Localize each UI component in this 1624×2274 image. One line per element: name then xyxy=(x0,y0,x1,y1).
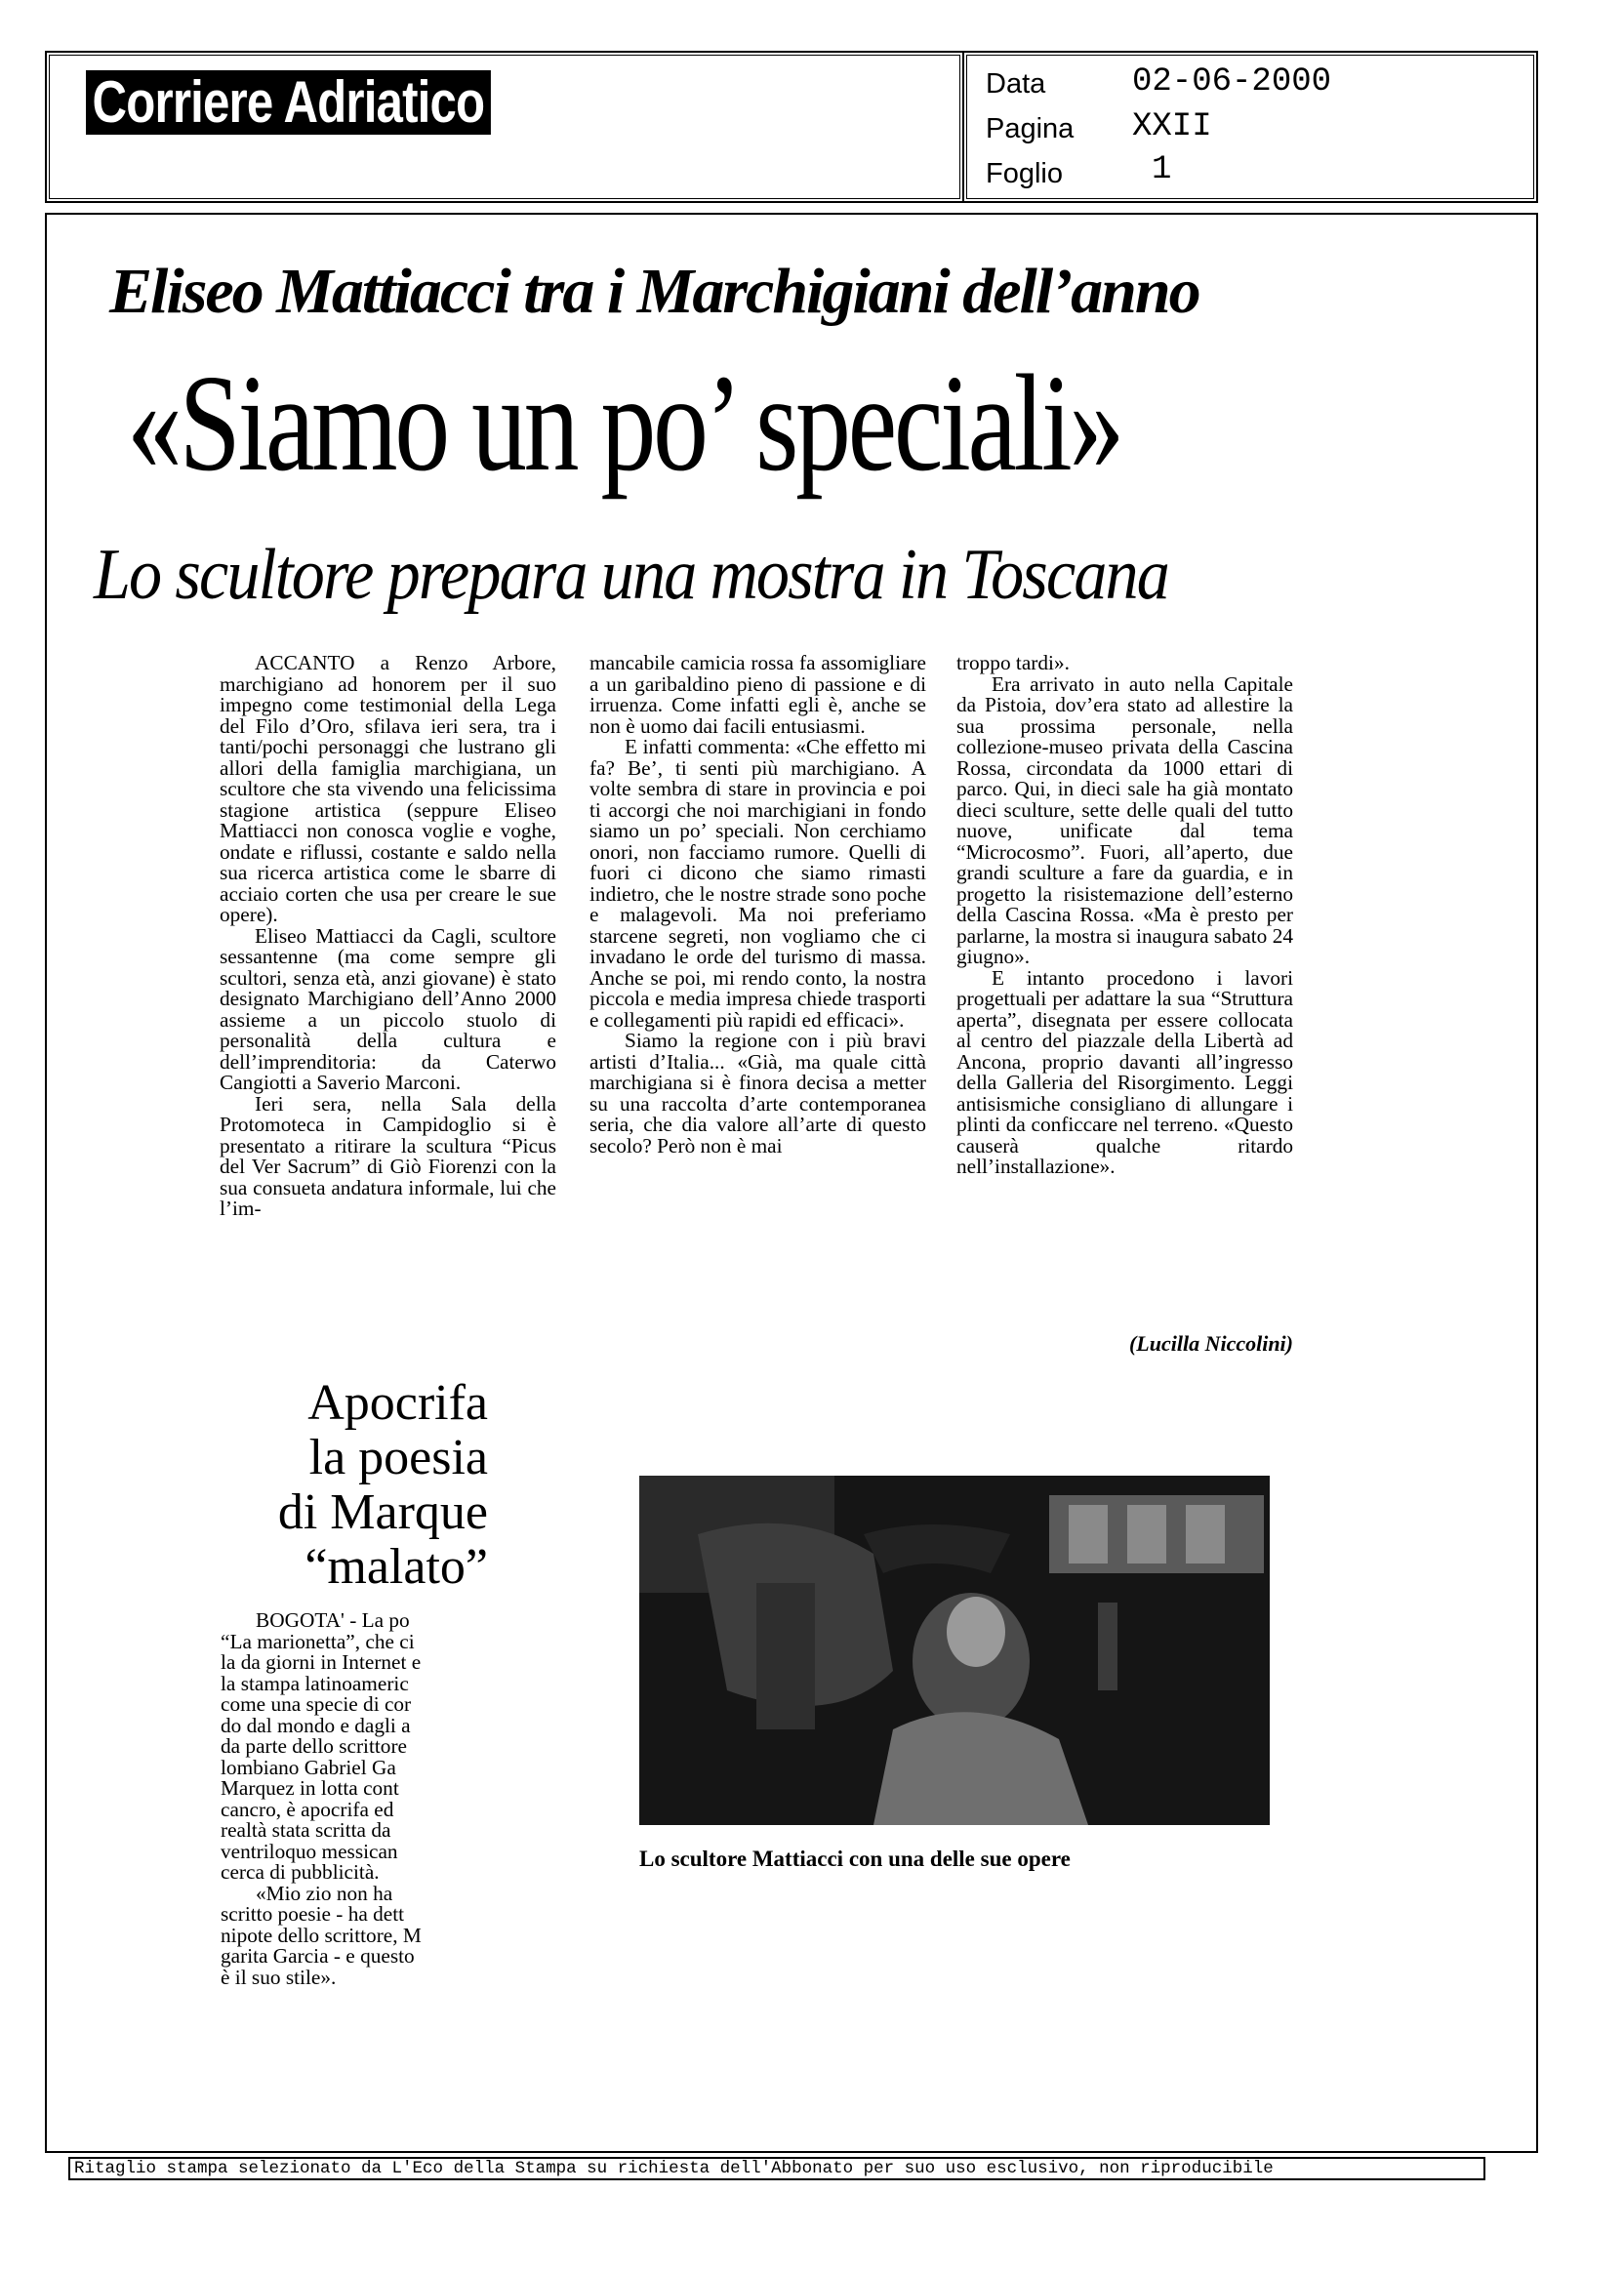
sidebar-headline: Apocrifa la poesia di Marque “malato” xyxy=(277,1376,488,1595)
foglio-label: Foglio xyxy=(986,158,1063,189)
data-label: Data xyxy=(986,68,1046,100)
article-column-2 xyxy=(589,653,926,1356)
article-paragraph: Eliseo Mattiacci da Cagli, scultore sessantenne (ma come sempre gli scultori, senza età, anzi giovane) è stato designato Marchigiano dell’Anno 2000 assieme a un piccolo stuolo di personalità della cultura e dell’imprenditoria: da Caterwo Cangiotti a Saverio Marconi. xyxy=(220,923,556,1094)
article-paragraph: E infatti commenta: «Che effetto mi fa? Be’, ti senti più marchigiano. A volte sembra di stare in provincia e poi ti accorgi che noi marchigiani in fondo siamo un po’ speciali. Non cerchiamo onori, non facciamo rumore. Quelli di fuori ci dicono che siamo rimasti indietro, che le nostre strade sono poche e malagevoli. Ma noi preferiamo starcene segreti, non vogliamo che ci invadano le orde del turismo di massa. Anche se poi, mi rendo conto, la nostra piccola e media impresa chiede trasporti e collegamenti più rapidi ed efficaci». xyxy=(589,735,926,1032)
article-signature: (Lucilla Niccolini) xyxy=(1128,1331,1293,1356)
article-paragraph: E intanto procedono i lavori progettuali per adattare la sua “Struttura aperta”, disegnata per essere collocata al centro del piazzale della Libertà ad Ancona, proprio davanti all’ingresso della Galleria del Risorgimento. Leggi antisismiche consigliano di allungare i plinti da conficcare nel terreno. «Questo causerà qualche ritardo nell’installazione». xyxy=(956,965,1293,1178)
data-value: 02-06-2000 xyxy=(1132,63,1332,101)
article-column-1 xyxy=(220,653,556,1356)
article-paragraph: Era arrivato in auto nella Capitale da Pistoia, dov’era stato ad allestire la sua prossima personale, nella collezione-museo privata della Cascina Rossa, circondata da 1000 ettari di parco. Qui, in dieci sale ha già montato dieci sculture, sette delle quali del tutto nuove, unificate dal tema “Microcosmo”. Fuori, all’aperto, due grandi sculture a fare da guardia, e in progetto la risistemazione dell’esterno della Cascina Rossa. «Ma è presto per parlarne, la mostra si inaugura sabato 24 giugno». xyxy=(956,671,1293,968)
pagina-value: XXII xyxy=(1132,108,1212,145)
photo-image xyxy=(639,1476,1270,1825)
sidebar-body: BOGOTA' - La po “La marionetta”, che ci la da giorni in Internet e la stampa latinoameric come una specie di cor do dal mondo e dagli a da parte dello scrittore lombiano Gabriel Ga Marquez in lotta cont cancro, è apocrifa ed realtà stata scritta da ventriloquo messican cerca di pubblicità. «Mio zio non ha scritto poesie - ha dett nipote dello scrittore, M garita Garcia - e questo è il suo stile». xyxy=(221,1610,422,1989)
pagina-label: Pagina xyxy=(986,113,1075,144)
clipping-notice: Ritaglio stampa selezionato da L'Eco della Stampa su richiesta dell'Abbonato per suo uso esclusivo, non riproducibile xyxy=(68,2157,1485,2180)
article-subhead: Lo scultore prepara una mostra in Toscana xyxy=(94,535,1168,615)
article-column-3 xyxy=(956,653,1293,1336)
article-paragraph: Ieri sera, nella Sala della Protomoteca in Campidoglio si è presentato a ritirare la scultura “Picus del Ver Sacrum” di Giò Fiorenzi con la sua consueta andatura informale, lui che l’im- xyxy=(220,1091,556,1220)
photo-caption: Lo scultore Mattiacci con una delle sue opere xyxy=(639,1847,1071,1871)
article-kicker: Eliseo Mattiacci tra i Marchigiani dell’anno xyxy=(109,256,1199,327)
article-paragraph: troppo tardi». xyxy=(956,653,1070,674)
article-paragraph: ACCANTO a Renzo Arbore, marchigiano ad honorem per il suo impegno come testimonial della Lega del Filo d’Oro, sfilava ieri sera, tra i tanti/pochi personaggi che lustrano gli allori della famiglia marchigiana, un scultore che sta vivendo una felicissima stagione artistica (seppure Eliseo Mattiacci non conosca voglie e voghe, ondate e riflussi, costante e saldo nella sua ricerca artistica come le sbarre di acciaio corten che usa per creare le sue opere). xyxy=(220,653,556,926)
foglio-value: 1 xyxy=(1152,151,1172,188)
article-headline: «Siamo un po’ speciali» xyxy=(127,345,1122,500)
article-paragraph: Siamo la regione con i più bravi artisti d’Italia... «Già, ma quale città marchigiana si è finora decisa a metter su una raccolta d’arte contemporanea seria, che dia valore all’arte di questo secolo? Però non è mai xyxy=(589,1029,926,1157)
sculptor-photo xyxy=(639,1476,1270,1825)
newspaper-logo: Corriere Adriatico xyxy=(86,70,491,135)
article-paragraph: mancabile camicia rossa fa assomigliare a un garibaldino pieno di passione e di irruenza. Come infatti egli è, anche se non è uomo dai facili entusiasmi. xyxy=(589,653,926,738)
